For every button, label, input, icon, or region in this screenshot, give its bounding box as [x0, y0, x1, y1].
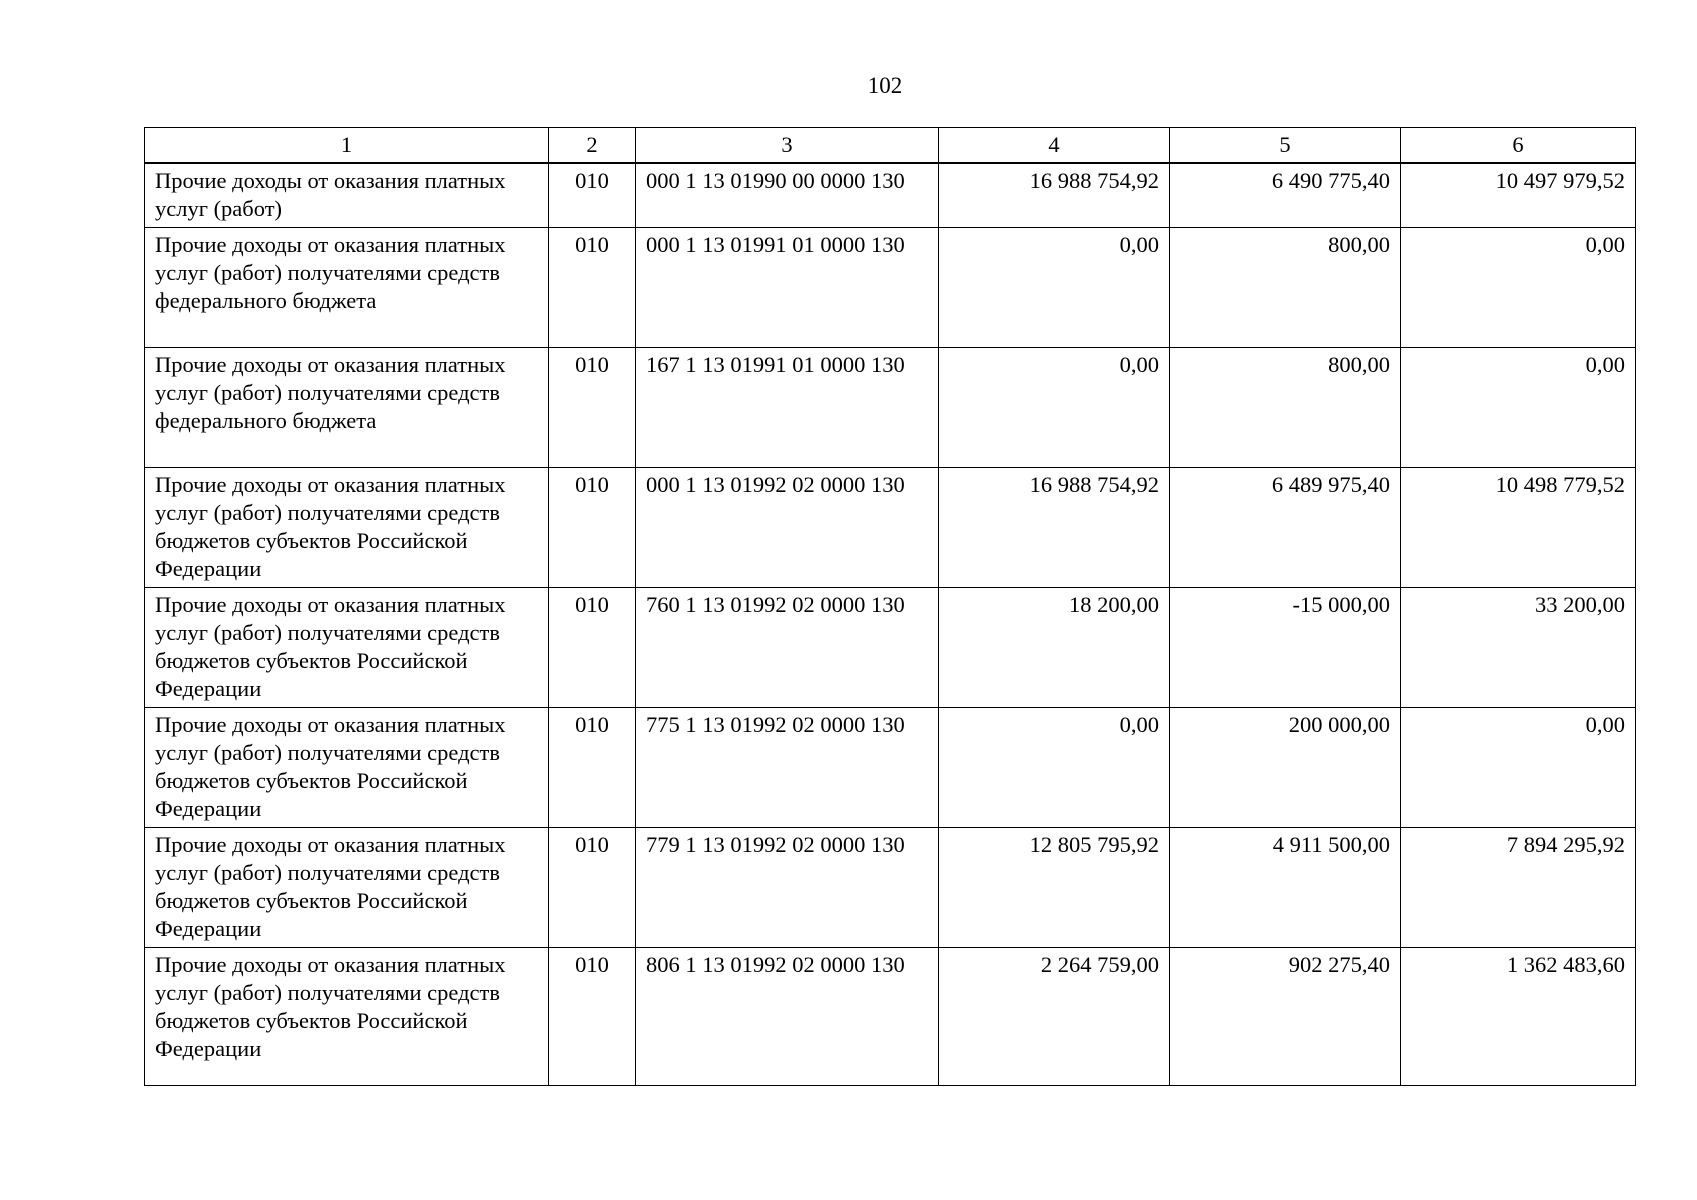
row-name: Прочие доходы от оказания платных услуг (работ) получателями средств бюджетов субъектов Российской Федерации — [145, 948, 549, 1086]
report-table — [144, 127, 1636, 1086]
row-value-col4: 18 200,00 — [939, 588, 1170, 708]
row-value-col5: 902 275,40 — [1170, 948, 1401, 1086]
column-number-header-row — [145, 128, 1636, 164]
row-income-code: 000 1 13 01992 02 0000 130 — [636, 468, 939, 588]
row-income-code: 000 1 13 01991 01 0000 130 — [636, 228, 939, 348]
row-value-col6: 10 497 979,52 — [1401, 163, 1636, 228]
page-number: 102 — [867, 73, 903, 98]
table-row — [145, 948, 1636, 1086]
row-name: Прочие доходы от оказания платных услуг (работ) получателями средств федерального бюджета — [145, 348, 549, 468]
row-value-col4: 0,00 — [939, 348, 1170, 468]
row-value-col6: 7 894 295,92 — [1401, 828, 1636, 948]
row-income-code: 000 1 13 01990 00 0000 130 — [636, 163, 939, 228]
row-value-col5: 6 489 975,40 — [1170, 468, 1401, 588]
row-name: Прочие доходы от оказания платных услуг (работ) получателями средств бюджетов субъектов Российской Федерации — [145, 588, 549, 708]
row-line-code: 010 — [549, 828, 636, 948]
row-value-col5: 200 000,00 — [1170, 708, 1401, 828]
row-line-code: 010 — [549, 948, 636, 1086]
column-header-1: 1 — [145, 128, 549, 164]
column-header-5: 5 — [1170, 128, 1401, 164]
row-line-code: 010 — [549, 163, 636, 228]
row-value-col4: 0,00 — [939, 708, 1170, 828]
row-value-col5: 800,00 — [1170, 348, 1401, 468]
row-name: Прочие доходы от оказания платных услуг (работ) — [145, 163, 549, 228]
row-income-code: 806 1 13 01992 02 0000 130 — [636, 948, 939, 1086]
column-header-2: 2 — [549, 128, 636, 164]
row-income-code: 775 1 13 01992 02 0000 130 — [636, 708, 939, 828]
table-row — [145, 348, 1636, 468]
row-name: Прочие доходы от оказания платных услуг (работ) получателями средств федерального бюджета — [145, 228, 549, 348]
row-income-code: 779 1 13 01992 02 0000 130 — [636, 828, 939, 948]
table-row — [145, 708, 1636, 828]
table-row — [145, 588, 1636, 708]
row-income-code: 760 1 13 01992 02 0000 130 — [636, 588, 939, 708]
row-value-col4: 12 805 795,92 — [939, 828, 1170, 948]
row-value-col4: 16 988 754,92 — [939, 163, 1170, 228]
row-line-code: 010 — [549, 588, 636, 708]
row-value-col5: 800,00 — [1170, 228, 1401, 348]
row-value-col5: 6 490 775,40 — [1170, 163, 1401, 228]
row-value-col4: 0,00 — [939, 228, 1170, 348]
row-value-col5: 4 911 500,00 — [1170, 828, 1401, 948]
row-line-code: 010 — [549, 708, 636, 828]
row-value-col5: -15 000,00 — [1170, 588, 1401, 708]
column-header-4: 4 — [939, 128, 1170, 164]
row-income-code: 167 1 13 01991 01 0000 130 — [636, 348, 939, 468]
column-header-3: 3 — [636, 128, 939, 164]
row-line-code: 010 — [549, 228, 636, 348]
row-value-col4: 16 988 754,92 — [939, 468, 1170, 588]
table-row — [145, 163, 1636, 228]
row-name: Прочие доходы от оказания платных услуг (работ) получателями средств бюджетов субъектов Российской Федерации — [145, 468, 549, 588]
row-line-code: 010 — [549, 468, 636, 588]
row-value-col6: 0,00 — [1401, 708, 1636, 828]
row-value-col6: 0,00 — [1401, 348, 1636, 468]
row-value-col6: 33 200,00 — [1401, 588, 1636, 708]
row-name: Прочие доходы от оказания платных услуг (работ) получателями средств бюджетов субъектов Российской Федерации — [145, 708, 549, 828]
row-line-code: 010 — [549, 348, 636, 468]
row-value-col4: 2 264 759,00 — [939, 948, 1170, 1086]
row-value-col6: 10 498 779,52 — [1401, 468, 1636, 588]
column-header-6: 6 — [1401, 128, 1636, 164]
row-value-col6: 0,00 — [1401, 228, 1636, 348]
table-row — [145, 468, 1636, 588]
row-name: Прочие доходы от оказания платных услуг (работ) получателями средств бюджетов субъектов Российской Федерации — [145, 828, 549, 948]
table-row — [145, 828, 1636, 948]
row-value-col6: 1 362 483,60 — [1401, 948, 1636, 1086]
table-row — [145, 228, 1636, 348]
